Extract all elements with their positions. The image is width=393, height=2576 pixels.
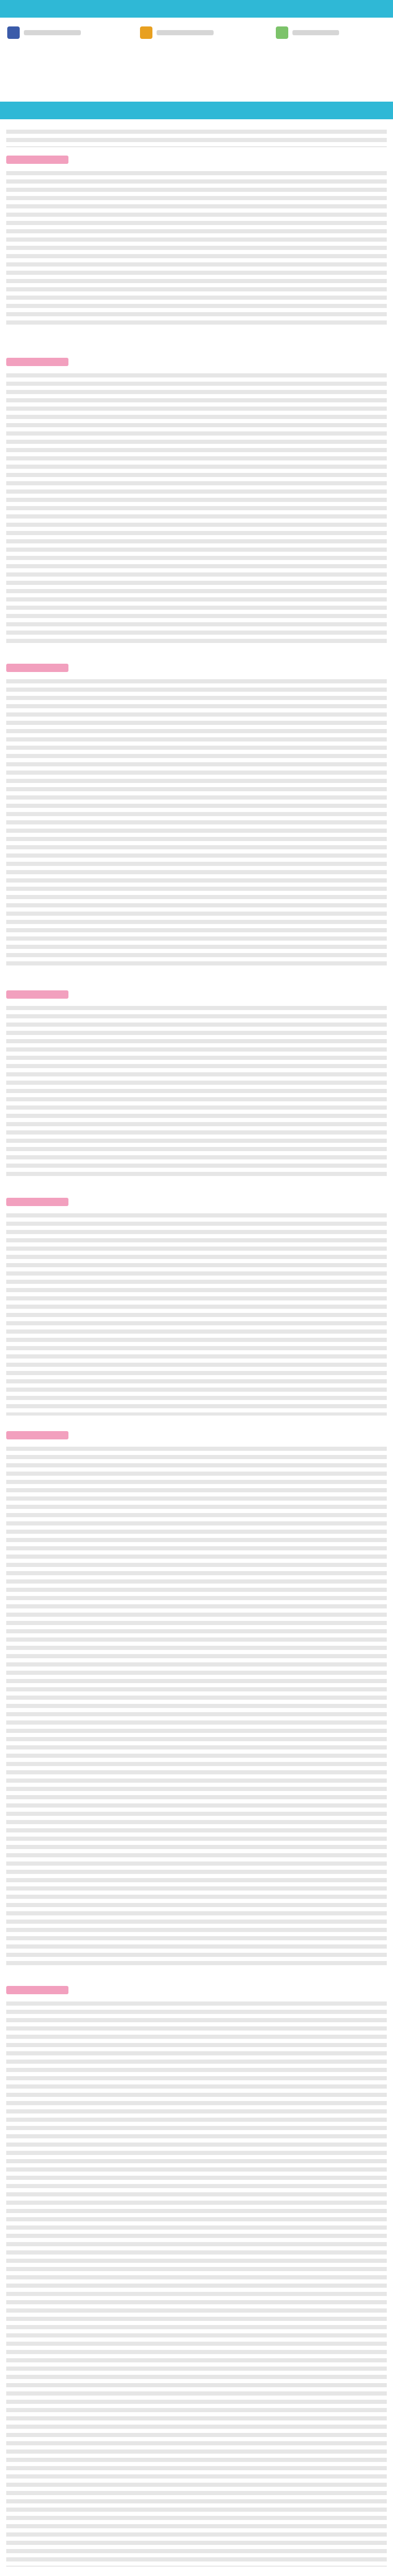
section-heading-placeholder	[6, 358, 68, 366]
service-label-placeholder	[24, 30, 81, 35]
service-label-placeholder	[292, 30, 339, 35]
section-text-placeholder	[6, 373, 387, 643]
top-header-band	[0, 0, 393, 18]
section-heading-placeholder	[6, 664, 68, 672]
description-header-band	[0, 102, 393, 119]
section-heading-placeholder	[6, 1986, 68, 1994]
section-heading-placeholder	[6, 990, 68, 999]
service-icon	[276, 26, 288, 39]
section-text-placeholder	[6, 1447, 387, 1965]
intro-text-placeholder	[6, 130, 387, 147]
section-heading-placeholder	[6, 1198, 68, 1206]
section-text-placeholder	[6, 679, 387, 970]
service-label-placeholder	[157, 30, 214, 35]
section-text-placeholder	[6, 1213, 387, 1416]
service-icon	[7, 26, 20, 39]
section-text-placeholder	[6, 1006, 387, 1177]
services-row	[0, 21, 393, 45]
section-text-placeholder	[6, 171, 387, 327]
section-heading-placeholder	[6, 156, 68, 164]
section-text-placeholder	[6, 2001, 387, 2567]
service-icon	[140, 26, 152, 39]
section-heading-placeholder	[6, 1431, 68, 1439]
